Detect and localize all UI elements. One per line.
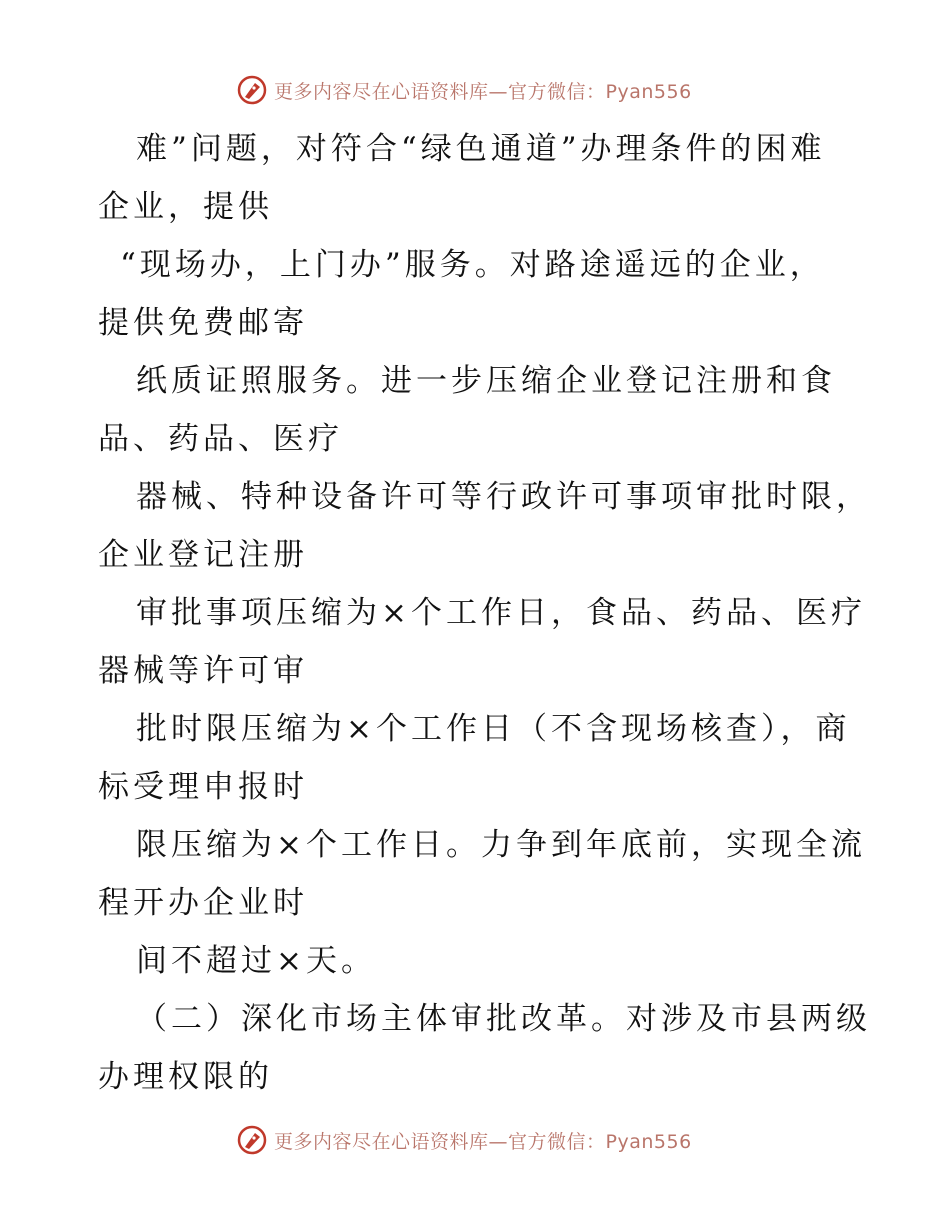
text-line: 审批事项压缩为×个工作日，食品、药品、医疗 xyxy=(136,595,866,631)
pen-nib-circle-icon xyxy=(236,74,268,106)
text-line: 器械等许可审 xyxy=(98,653,308,689)
text-line: 器械、特种设备许可等行政许可事项审批时限， xyxy=(136,479,871,515)
text-line: 程开办企业时 xyxy=(98,885,308,921)
text-line: 企业登记注册 xyxy=(98,537,308,573)
header-watermark xyxy=(236,72,692,108)
section-heading-line: （二）深化市场主体审批改革。对涉及市县两级 xyxy=(136,1001,871,1037)
footer-watermark xyxy=(236,1122,692,1158)
text-line: 批时限压缩为×个工作日（不含现场核查），商 xyxy=(136,711,851,747)
text-line: 间不超过×天。 xyxy=(136,943,376,979)
pen-nib-circle-icon xyxy=(236,1124,268,1156)
text-line: 品、药品、医疗 xyxy=(98,421,343,457)
text-line: 限压缩为×个工作日。力争到年底前，实现全流 xyxy=(136,827,866,863)
text-line: 纸质证照服务。进一步压缩企业登记注册和食 xyxy=(136,363,836,399)
watermark-text: 更多内容尽在心语资料库—官方微信：Pyan556 xyxy=(274,80,692,103)
watermark-text: 更多内容尽在心语资料库—官方微信：Pyan556 xyxy=(274,1130,692,1153)
text-line: 提供免费邮寄 xyxy=(98,305,308,341)
document-body xyxy=(98,120,871,1106)
text-line: 难”问题，对符合“绿色通道”办理条件的困难 xyxy=(136,131,826,167)
text-line: 标受理申报时 xyxy=(98,769,308,805)
text-line: 企业，提供 xyxy=(98,189,273,225)
text-line: “现场办，上门办”服务。对路途遥远的企业， xyxy=(120,247,825,283)
text-line: 办理权限的 xyxy=(98,1059,273,1095)
